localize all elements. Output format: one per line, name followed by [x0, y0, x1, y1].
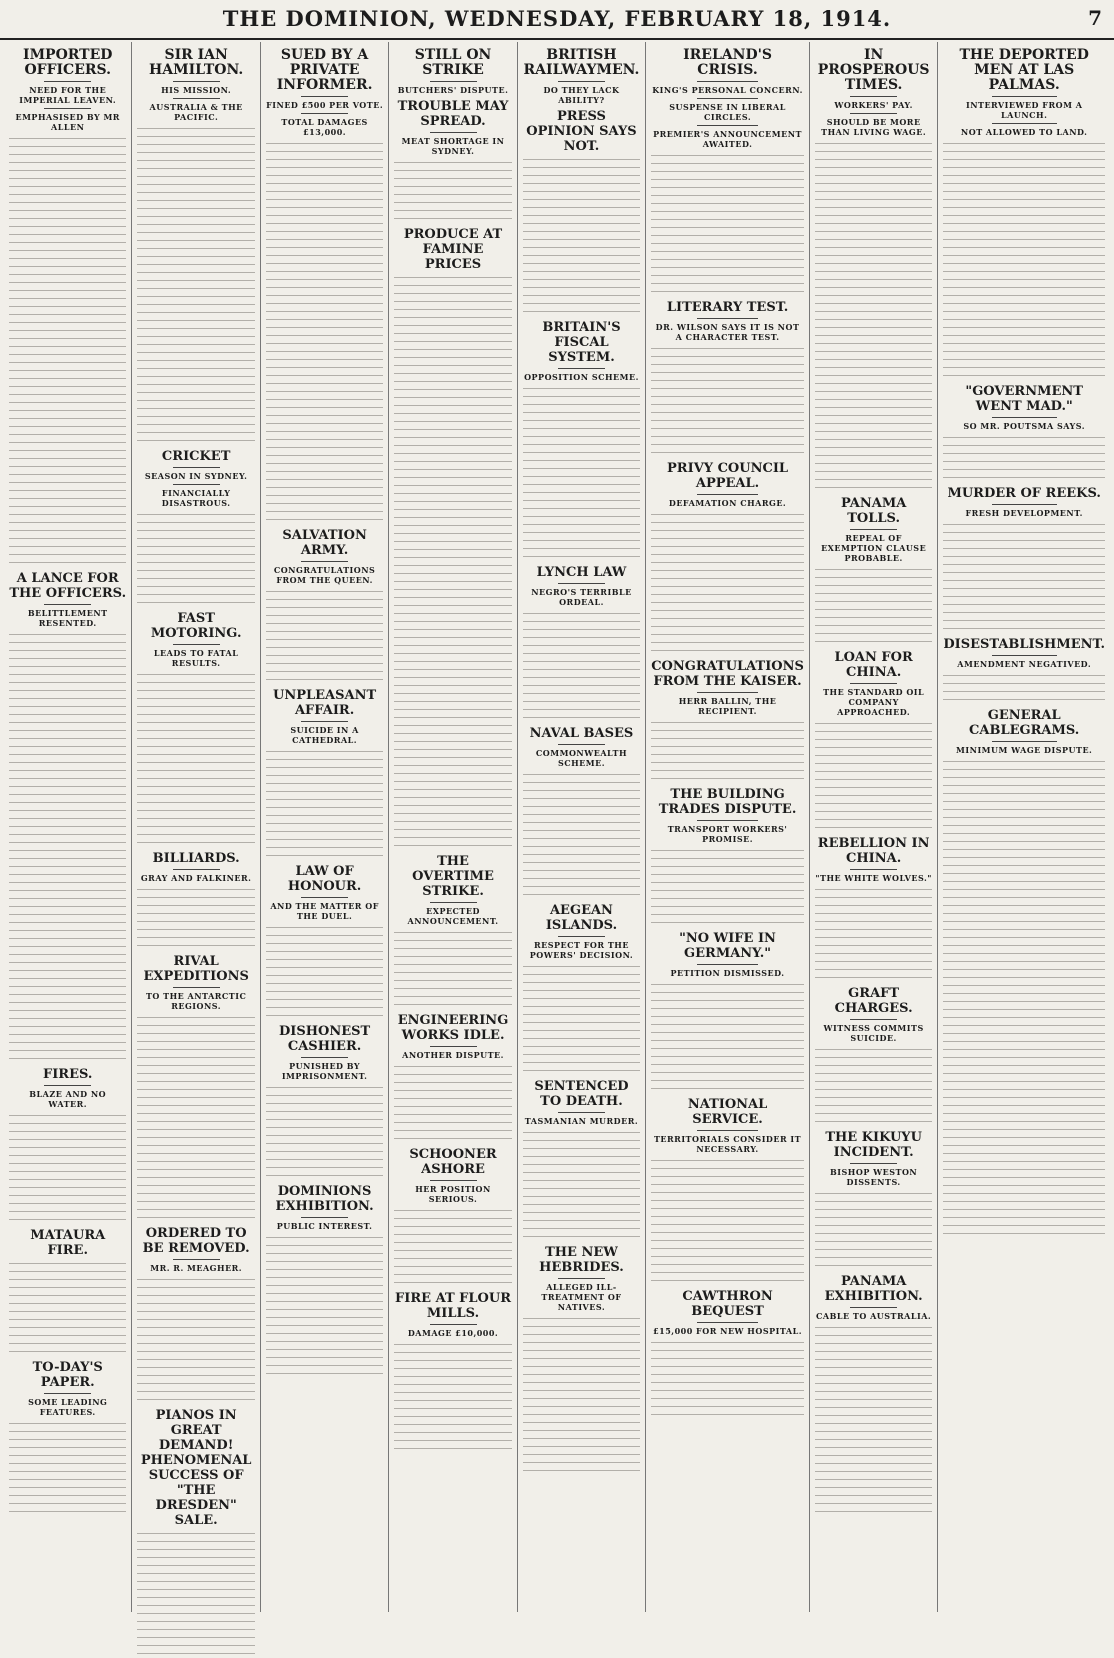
article-subheading: SO MR. POUTSMA SAYS.	[963, 421, 1086, 431]
article-body-text	[266, 924, 383, 1020]
article-subheading: KING'S PERSONAL CONCERN.	[652, 85, 803, 95]
divider	[44, 1085, 91, 1086]
column-1	[4, 42, 132, 1612]
article	[266, 864, 383, 1020]
divider	[173, 644, 220, 645]
article	[137, 1408, 254, 1658]
article-body-text	[943, 672, 1105, 704]
article-body-text	[394, 929, 511, 1009]
article-subheading: FRESH DEVELOPMENT.	[965, 508, 1083, 518]
article-subheading: MEAT SHORTAGE IN SYDNEY.	[401, 136, 505, 156]
article-subheading: NOT ALLOWED TO LAND.	[960, 127, 1088, 137]
article-subheading: TO THE ANTARCTIC REGIONS.	[145, 991, 247, 1011]
article-body-text	[651, 719, 804, 783]
article-body-text	[137, 671, 254, 847]
article	[137, 449, 254, 607]
article-body-text	[651, 847, 804, 927]
divider	[430, 1046, 477, 1047]
divider	[301, 561, 348, 562]
article-headline: PRIVY COUNCIL APPEAL.	[667, 461, 789, 491]
column-8	[938, 42, 1110, 1612]
article-subheading: HIS MISSION.	[161, 85, 232, 95]
article-subheading: DR. WILSON SAYS IT IS NOT A CHARACTER TEST.	[655, 322, 800, 342]
article-body-text	[137, 1276, 254, 1404]
masthead	[0, 0, 1114, 40]
divider	[850, 113, 897, 114]
article	[943, 48, 1105, 380]
newspaper-columns	[4, 42, 1110, 1612]
divider	[173, 869, 220, 870]
divider	[173, 484, 220, 485]
article-headline: MURDER OF REEKS.	[947, 486, 1101, 501]
article	[9, 1228, 126, 1356]
article-body-text	[815, 720, 932, 832]
article-subheading: TASMANIAN MURDER.	[524, 1116, 639, 1126]
article-headline: DISHONEST CASHIER.	[278, 1024, 371, 1054]
article	[651, 787, 804, 927]
article-headline: CAWTHRON BEQUEST	[682, 1289, 773, 1319]
article-body-text	[266, 140, 383, 524]
article-headline: FIRE AT FLOUR MILLS.	[395, 1291, 512, 1321]
article-body-text	[651, 1339, 804, 1419]
article-subheading: "THE WHITE WOLVES."	[815, 873, 932, 883]
article-subheading: MINIMUM WAGE DISPUTE.	[956, 745, 1093, 755]
article-body-text	[651, 1157, 804, 1285]
divider	[992, 123, 1057, 124]
article	[815, 1130, 932, 1270]
article-subheading: TERRITORIALS CONSIDER IT NECESSARY.	[653, 1134, 802, 1154]
article-headline: GRAFT CHARGES.	[834, 986, 913, 1016]
article-subheading: CABLE TO AUSTRALIA.	[816, 1311, 932, 1321]
article-body-text	[137, 886, 254, 950]
article	[137, 48, 254, 445]
article-subheading: PREMIER'S ANNOUNCEMENT AWAITED.	[653, 129, 802, 149]
article-subheading: THE STANDARD OIL COMPANY APPROACHED.	[823, 687, 925, 717]
article-subheading: SOME LEADING FEATURES.	[28, 1397, 108, 1417]
article-headline: PANAMA EXHIBITION.	[824, 1274, 923, 1304]
article-subheading: LEADS TO FATAL RESULTS.	[153, 648, 239, 668]
article-subheading: COMMONWEALTH SCHEME.	[535, 748, 628, 768]
divider	[850, 869, 897, 870]
article-body-text	[9, 1420, 126, 1516]
divider	[697, 494, 758, 495]
article	[651, 300, 804, 457]
divider	[992, 504, 1057, 505]
article-body-text	[9, 1260, 126, 1356]
article-headline: BRITISH RAILWAYMEN.	[523, 47, 640, 78]
article-subheading: FINANCIALLY DISASTROUS.	[161, 488, 231, 508]
article-body-text	[523, 156, 640, 316]
article-body-text	[815, 1190, 932, 1270]
article	[394, 99, 511, 223]
article-subheading: AND THE MATTER OF THE DUEL.	[270, 901, 379, 921]
article	[651, 931, 804, 1093]
article-headline: IN PROSPEROUS TIMES.	[817, 47, 930, 93]
article-body-text	[651, 511, 804, 655]
article	[943, 708, 1105, 1238]
article-headline: NATIONAL SERVICE.	[687, 1097, 768, 1127]
divider	[173, 81, 220, 82]
article-body-text	[266, 588, 383, 684]
article	[523, 903, 640, 1075]
column-4	[389, 42, 517, 1612]
article	[651, 659, 804, 783]
article	[394, 854, 511, 1009]
article-subheading: REPEAL OF EXEMPTION CLAUSE PROBABLE.	[821, 533, 927, 563]
article-body-text	[651, 152, 804, 296]
article	[394, 227, 511, 850]
article-body-text	[266, 1234, 383, 1378]
article-headline: PRODUCE AT FAMINE PRICES	[403, 227, 503, 272]
article-body-text	[394, 159, 511, 223]
article-subheading: TRANSPORT WORKERS' PROMISE.	[667, 824, 788, 844]
article-subheading: AMENDMENT NEGATIVED.	[957, 659, 1092, 669]
divider	[697, 318, 758, 319]
article-subheading: SUICIDE IN A CATHEDRAL.	[290, 725, 359, 745]
article-subheading: ANOTHER DISPUTE.	[402, 1050, 504, 1060]
article-subheading: EXPECTED ANNOUNCEMENT.	[407, 906, 499, 926]
article	[266, 1024, 383, 1180]
article-subheading: BLAZE AND NO WATER.	[29, 1089, 107, 1109]
article-subheading: OPPOSITION SCHEME.	[524, 372, 639, 382]
article	[815, 48, 932, 492]
article	[9, 1067, 126, 1224]
article	[815, 650, 932, 832]
article-headline: RIVAL EXPEDITIONS	[143, 954, 249, 984]
article-body-text	[651, 345, 804, 457]
article	[394, 1147, 511, 1287]
article-headline: THE KIKUYU INCIDENT.	[825, 1130, 922, 1160]
article-headline: FAST MOTORING.	[150, 611, 242, 641]
article-body-text	[523, 385, 640, 561]
divider	[558, 583, 605, 584]
article	[9, 48, 126, 567]
column-5	[518, 42, 646, 1612]
divider	[430, 132, 477, 133]
divider	[992, 417, 1057, 418]
divider	[301, 1057, 348, 1058]
article-body-text	[394, 274, 511, 850]
article-headline: THE DEPORTED MEN AT LAS PALMAS.	[959, 47, 1089, 93]
article-headline: UNPLEASANT AFFAIR.	[273, 688, 377, 718]
article-body-text	[523, 610, 640, 722]
article	[943, 384, 1105, 482]
article-body-text	[137, 125, 254, 445]
article-headline: STILL ON STRIKE	[414, 47, 492, 78]
column-3	[261, 42, 389, 1612]
article-headline: THE OVERTIME STRIKE.	[412, 854, 494, 899]
article-body-text	[394, 1207, 511, 1287]
article-headline: TO-DAY'S PAPER.	[32, 1360, 103, 1390]
article-subheading: SEASON IN SYDNEY.	[144, 471, 248, 481]
article-subheading: BUTCHERS' DISPUTE.	[397, 85, 509, 95]
article	[815, 986, 932, 1126]
article-headline: LAW OF HONOUR.	[287, 864, 362, 894]
article	[394, 1013, 511, 1143]
article-subheading: WITNESS COMMITS SUICIDE.	[823, 1023, 924, 1043]
divider	[430, 1324, 477, 1325]
article	[137, 954, 254, 1222]
article-body-text	[815, 140, 932, 492]
article-subheading: PUNISHED BY IMPRISONMENT.	[281, 1061, 368, 1081]
article	[523, 320, 640, 561]
article-subheading: TOTAL DAMAGES £13,000.	[281, 117, 368, 137]
article	[394, 48, 511, 95]
article-subheading: DEFAMATION CHARGE.	[668, 498, 787, 508]
divider	[301, 1217, 348, 1218]
divider	[301, 113, 348, 114]
article-subheading: WORKERS' PAY.	[834, 100, 913, 110]
article-headline: LITERARY TEST.	[666, 300, 789, 315]
divider	[697, 820, 758, 821]
column-6	[646, 42, 810, 1612]
article	[137, 1226, 254, 1404]
divider	[697, 1322, 758, 1323]
article	[815, 1274, 932, 1516]
article-headline: MATAURA FIRE.	[30, 1228, 106, 1258]
article-body-text	[394, 1341, 511, 1453]
article	[523, 109, 640, 316]
divider	[558, 936, 605, 937]
article-body-text	[523, 963, 640, 1075]
article	[137, 851, 254, 950]
article	[523, 1245, 640, 1475]
article-headline: A LANCE FOR THE OFFICERS.	[9, 571, 127, 601]
article-subheading: INTERVIEWED FROM A LAUNCH.	[965, 100, 1083, 120]
divider	[44, 1393, 91, 1394]
article-headline: CRICKET	[161, 449, 231, 464]
article-subheading: EMPHASISED BY MR ALLEN	[15, 112, 120, 132]
divider	[173, 1259, 220, 1260]
divider	[992, 96, 1057, 97]
divider	[558, 368, 605, 369]
article-headline: SIR IAN HAMILTON.	[149, 47, 244, 78]
article-body-text	[266, 1084, 383, 1180]
article-subheading: SUSPENSE IN LIBERAL CIRCLES.	[669, 102, 786, 122]
article-subheading: NEED FOR THE IMPERIAL LEAVEN.	[19, 85, 117, 105]
article-body-text	[651, 981, 804, 1093]
article-body-text	[9, 1112, 126, 1224]
article-subheading: £15,000 FOR NEW HOSPITAL.	[653, 1326, 803, 1336]
article-subheading: FINED £500 PER VOTE.	[266, 100, 384, 110]
divider	[850, 1163, 897, 1164]
divider	[430, 81, 477, 82]
divider	[173, 987, 220, 988]
article	[523, 1079, 640, 1241]
article	[943, 637, 1105, 704]
article-subheading: PUBLIC INTEREST.	[276, 1221, 373, 1231]
divider	[850, 529, 897, 530]
article	[9, 1360, 126, 1516]
article-subheading: AUSTRALIA & THE PACIFIC.	[149, 102, 243, 122]
article-subheading: MR. R. MEAGHER.	[150, 1263, 243, 1273]
article	[815, 836, 932, 982]
article-subheading: NEGRO'S TERRIBLE ORDEAL.	[531, 587, 632, 607]
article-headline: SENTENCED TO DEATH.	[534, 1079, 629, 1109]
article-headline: SALVATION ARMY.	[282, 528, 367, 558]
divider	[558, 1112, 605, 1113]
divider	[558, 81, 605, 82]
article-body-text	[523, 771, 640, 899]
article-headline: IMPORTED OFFICERS.	[23, 47, 113, 78]
divider	[697, 98, 758, 99]
article-subheading: GRAY AND FALKINER.	[140, 873, 252, 883]
article-subheading: HER POSITION SERIOUS.	[415, 1184, 491, 1204]
article-body-text	[523, 1315, 640, 1475]
divider	[301, 721, 348, 722]
article	[651, 461, 804, 655]
article	[266, 1184, 383, 1378]
article-headline: REBELLION IN CHINA.	[817, 836, 930, 866]
article-body-text	[815, 1046, 932, 1126]
divider	[697, 964, 758, 965]
article-body-text	[9, 631, 126, 1063]
article-headline: TROUBLE MAY SPREAD.	[397, 99, 509, 129]
divider	[430, 1180, 477, 1181]
article-headline: THE BUILDING TRADES DISPUTE.	[658, 787, 797, 817]
article-body-text	[815, 1324, 932, 1516]
article-headline: SUED BY A PRIVATE INFORMER.	[276, 47, 373, 93]
article-headline: BILLIARDS.	[152, 851, 240, 866]
article-headline: BRITAIN'S FISCAL SYSTEM.	[542, 320, 621, 365]
article-subheading: ALLEGED ILL-TREATMENT OF NATIVES.	[541, 1282, 622, 1312]
article-headline: DISESTABLISHMENT.	[943, 637, 1106, 652]
article-subheading: DAMAGE £10,000.	[407, 1328, 499, 1338]
article-body-text	[9, 135, 126, 567]
article-headline: AEGEAN ISLANDS.	[545, 903, 618, 933]
article-subheading: SHOULD BE MORE THAN LIVING WAGE.	[821, 117, 927, 137]
article	[815, 496, 932, 646]
article-body-text	[943, 758, 1105, 1238]
article-headline: PIANOS IN GREAT DEMAND! PHENOMENAL SUCCESS OF "THE DRESDEN" SALE.	[140, 1408, 252, 1528]
divider	[850, 683, 897, 684]
divider	[173, 98, 220, 99]
article	[651, 1097, 804, 1285]
article-headline: PANAMA TOLLS.	[840, 496, 907, 526]
article	[394, 1291, 511, 1453]
article	[523, 726, 640, 899]
article-headline: LYNCH LAW	[536, 565, 627, 580]
article-body-text	[815, 566, 932, 646]
divider	[173, 467, 220, 468]
divider	[697, 125, 758, 126]
article-body-text	[523, 1129, 640, 1241]
divider	[850, 1307, 897, 1308]
article-headline: SCHOONER ASHORE	[409, 1147, 497, 1177]
article-headline: "GOVERNMENT WENT MAD."	[965, 384, 1083, 414]
article-headline: FIRES.	[42, 1067, 93, 1082]
article-headline: ORDERED TO BE REMOVED.	[142, 1226, 250, 1256]
divider	[44, 108, 91, 109]
article-headline: "NO WIFE IN GERMANY."	[679, 931, 776, 961]
article	[9, 571, 126, 1063]
article-body-text	[815, 886, 932, 982]
newspaper-title: THE DOMINION, WEDNESDAY, FEBRUARY 18, 1914.	[222, 6, 892, 31]
article-subheading: CONGRATULATIONS FROM THE QUEEN.	[273, 565, 376, 585]
divider	[850, 1019, 897, 1020]
divider	[992, 741, 1057, 742]
article-subheading: DO THEY LACK ABILITY?	[543, 85, 620, 105]
article-body-text	[137, 511, 254, 607]
article	[137, 611, 254, 847]
article-subheading: HERR BALLIN, THE RECIPIENT.	[678, 696, 777, 716]
divider	[697, 81, 758, 82]
article-headline: CONGRATULATIONS FROM THE KAISER.	[651, 659, 804, 689]
article-body-text	[943, 140, 1105, 380]
article-headline: THE NEW HEBRIDES.	[539, 1245, 624, 1275]
column-7	[810, 42, 938, 1612]
article-subheading: BELITTLEMENT RESENTED.	[27, 608, 108, 628]
article-body-text	[394, 1063, 511, 1143]
article-headline: NAVAL BASES	[529, 726, 634, 741]
divider	[44, 604, 91, 605]
article-body-text	[943, 434, 1105, 482]
page-number: 7	[1088, 6, 1102, 30]
article-headline: GENERAL CABLEGRAMS.	[969, 708, 1080, 738]
divider	[301, 96, 348, 97]
article	[266, 528, 383, 684]
divider	[992, 655, 1057, 656]
article-body-text	[137, 1530, 254, 1658]
article-body-text	[266, 748, 383, 860]
article-headline: IRELAND'S CRISIS.	[683, 47, 772, 78]
divider	[301, 897, 348, 898]
divider	[430, 902, 477, 903]
article	[266, 48, 383, 524]
divider	[44, 81, 91, 82]
article	[523, 565, 640, 722]
article-subheading: PETITION DISMISSED.	[670, 968, 785, 978]
article	[523, 48, 640, 105]
article-subheading: RESPECT FOR THE POWERS' DECISION.	[529, 940, 634, 960]
article	[651, 1289, 804, 1419]
divider	[697, 692, 758, 693]
article-body-text	[137, 1014, 254, 1222]
article	[651, 48, 804, 296]
article-headline: DOMINIONS EXHIBITION.	[275, 1184, 374, 1214]
article	[943, 486, 1105, 633]
article-headline: PRESS OPINION SAYS NOT.	[526, 109, 637, 154]
article-body-text	[943, 521, 1105, 633]
article-headline: LOAN FOR CHINA.	[834, 650, 913, 680]
divider	[558, 744, 605, 745]
divider	[558, 1278, 605, 1279]
article	[266, 688, 383, 860]
article-headline: ENGINEERING WORKS IDLE.	[397, 1013, 509, 1043]
divider	[697, 1130, 758, 1131]
column-2	[132, 42, 260, 1612]
article-subheading: BISHOP WESTON DISSENTS.	[830, 1167, 918, 1187]
divider	[850, 96, 897, 97]
